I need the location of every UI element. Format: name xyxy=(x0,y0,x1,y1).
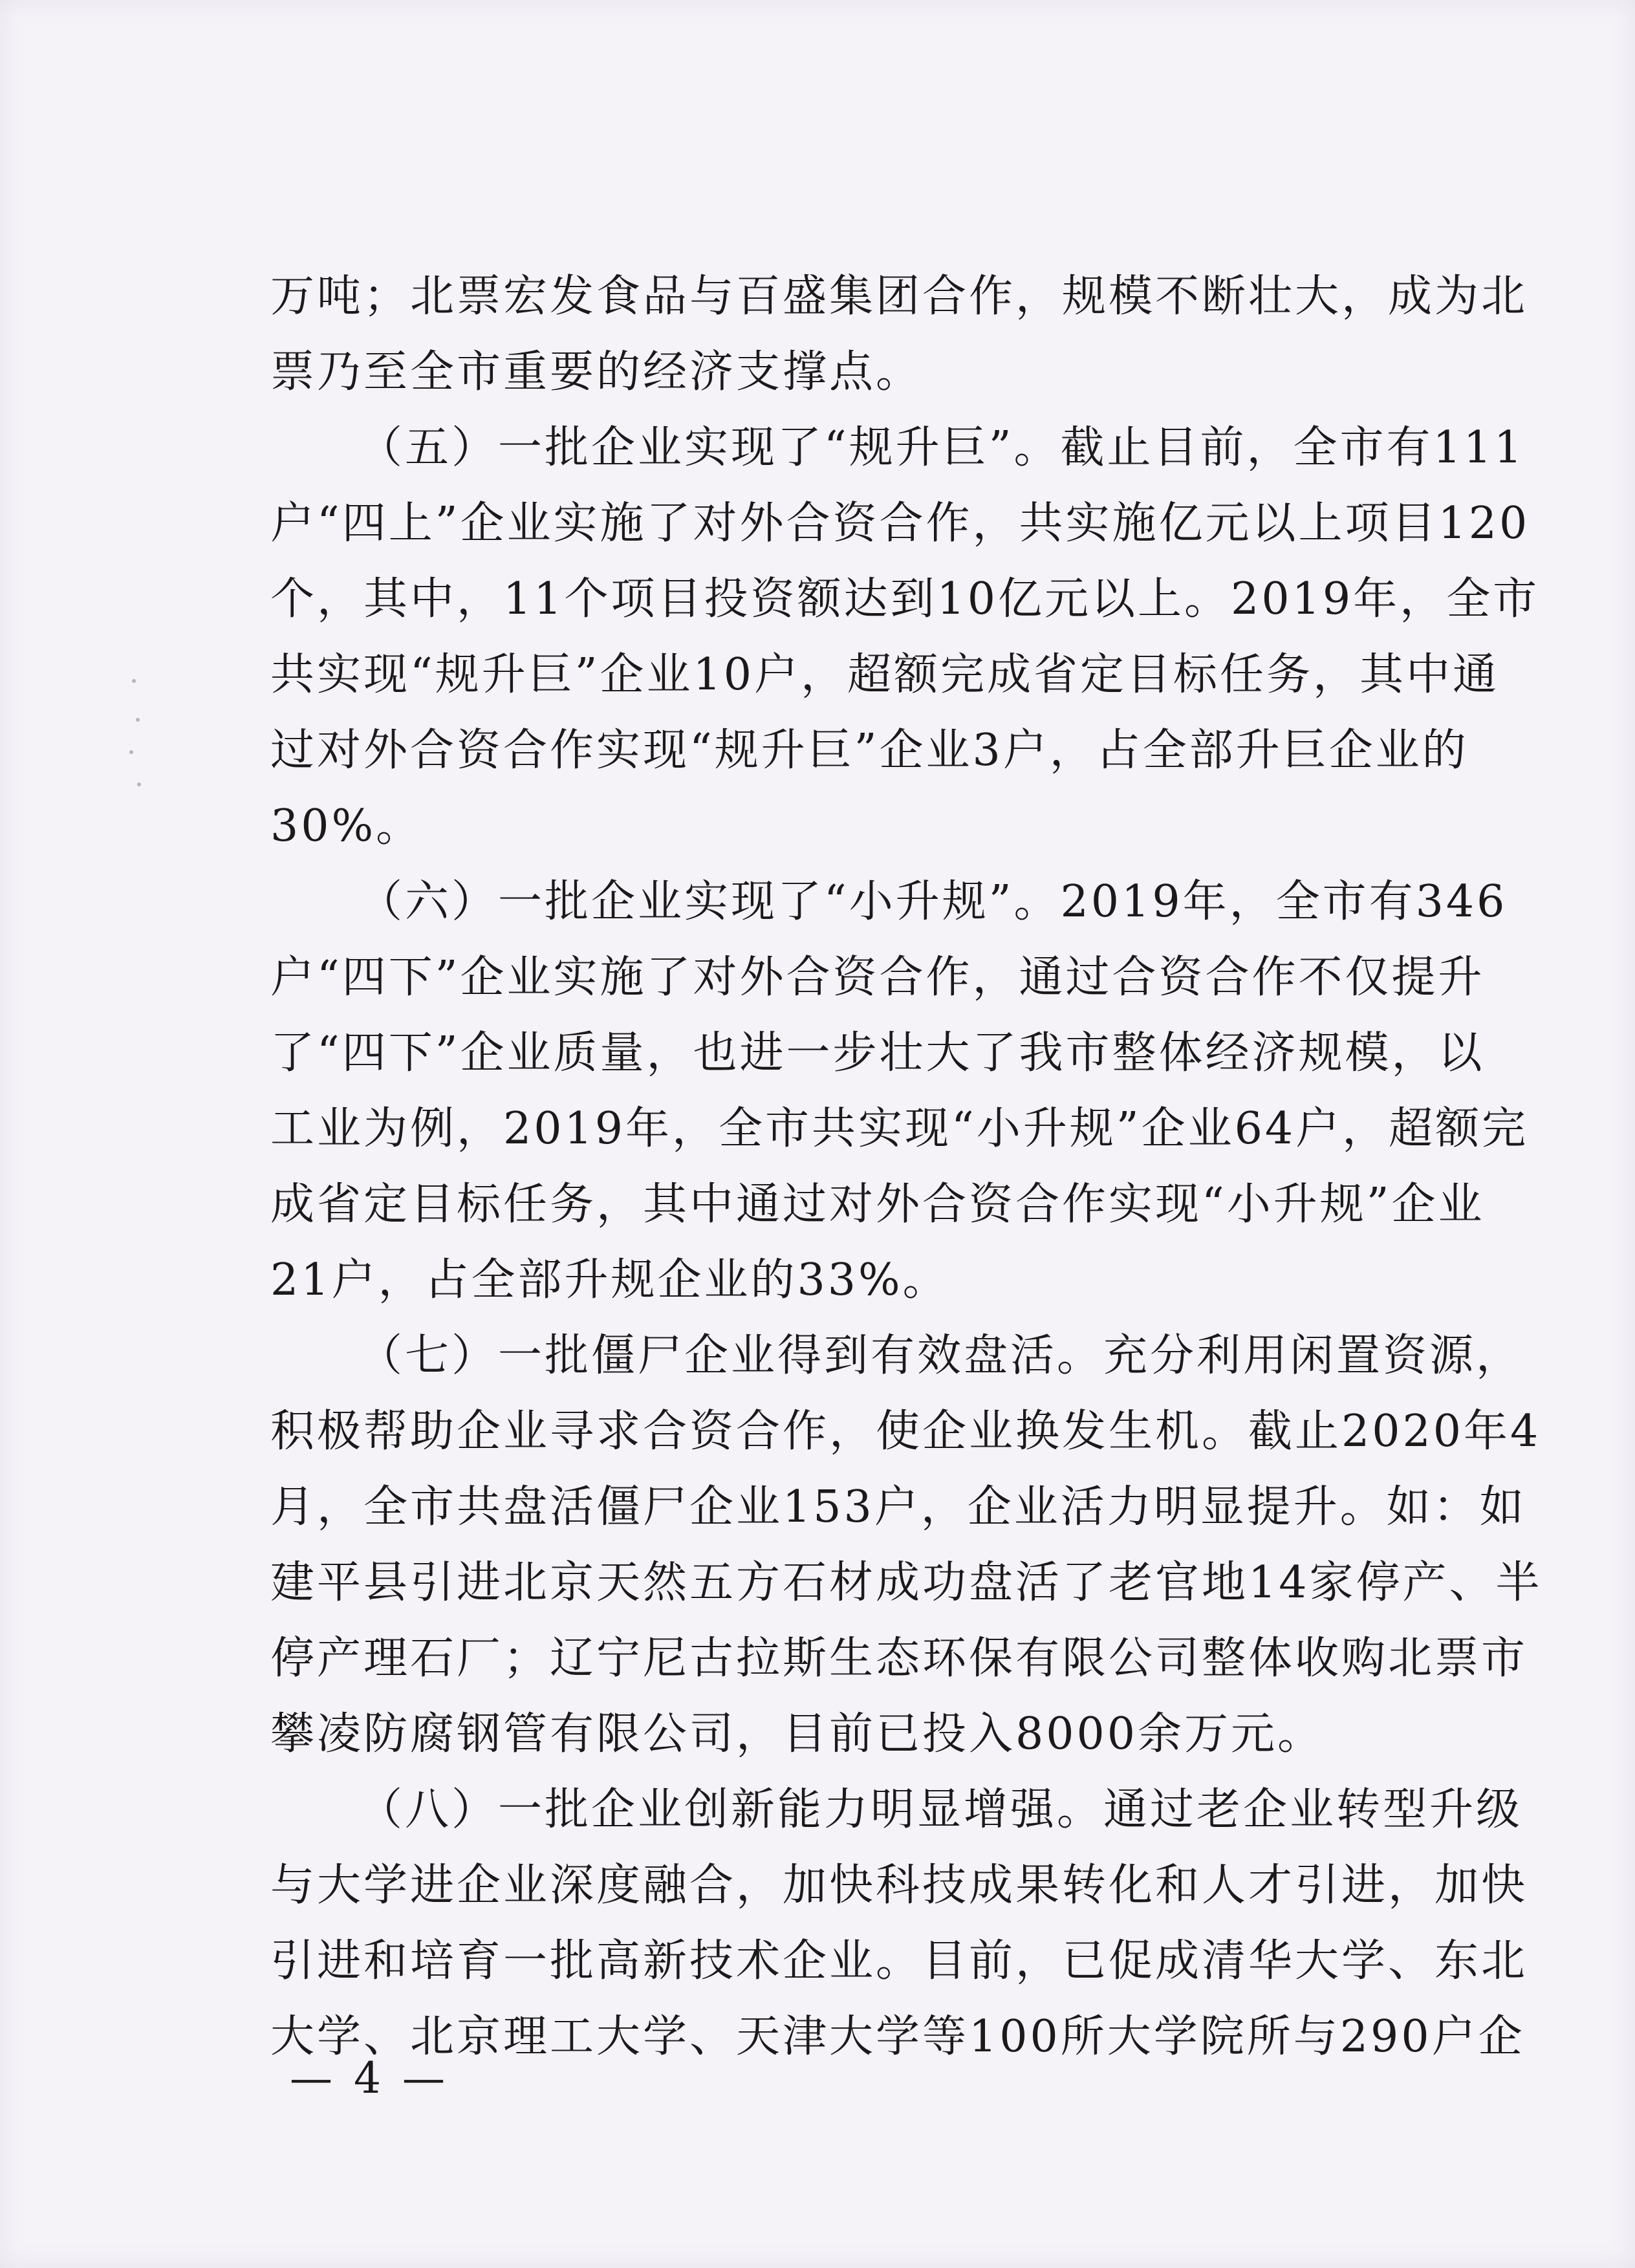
document-body xyxy=(270,259,1543,2075)
text-line: 成省定目标任务，其中通过对外合资合作实现“小升规”企业 xyxy=(270,1179,1485,1230)
scan-artifact-marks xyxy=(123,679,149,795)
page-number: — 4 — xyxy=(290,2053,449,2103)
paragraph-2 xyxy=(270,410,1540,864)
text-line: 与大学进企业深度融合，加快科技成果转化和人才引进，加快 xyxy=(270,1860,1528,1911)
paragraph-1 xyxy=(270,259,1528,410)
text-line: 票乃至全市重要的经济支撑点。 xyxy=(270,347,923,398)
text-line: （五）一批企业实现了“规升巨”。截止目前，全市有111 xyxy=(358,422,1525,473)
text-line: （八）一批企业创新能力明显增强。通过老企业转型升级 xyxy=(358,1784,1523,1835)
text-line: 建平县引进北京天然五方石材成功盘活了老官地14家停产、半 xyxy=(270,1557,1543,1608)
text-line: 21户，占全部升规企业的33%。 xyxy=(270,1255,949,1306)
text-line: 万吨；北票宏发食品与百盛集团合作，规模不断壮大，成为北 xyxy=(270,271,1528,322)
paragraph-4 xyxy=(270,1318,1543,1772)
text-line: 大学、北京理工大学、天津大学等100所大学院所与290户企 xyxy=(270,2011,1525,2062)
paragraph-5 xyxy=(270,1772,1528,2075)
text-line: 共实现“规升巨”企业10户，超额完成省定目标任务，其中通 xyxy=(270,649,1500,700)
text-line: 户“四上”企业实施了对外合资合作，共实施亿元以上项目120 xyxy=(270,498,1530,549)
text-line: 积极帮助企业寻求合资合作，使企业换发生机。截止2020年4 xyxy=(270,1406,1541,1457)
text-line: 工业为例，2019年，全市共实现“小升规”企业64户，超额完 xyxy=(270,1103,1529,1154)
text-line: 引进和培育一批高新技术企业。目前，已促成清华大学、东北 xyxy=(270,1936,1528,1987)
text-line: 了“四下”企业质量，也进一步壮大了我市整体经济规模，以 xyxy=(270,1028,1485,1079)
text-line: （六）一批企业实现了“小升规”。2019年，全市有346 xyxy=(358,876,1508,927)
text-line: 停产理石厂；辽宁尼古拉斯生态环保有限公司整体收购北票市 xyxy=(270,1633,1528,1684)
paragraph-3 xyxy=(270,864,1529,1318)
text-line: 攀凌防腐钢管有限公司，目前已投入8000余万元。 xyxy=(270,1709,1325,1760)
text-line: 个，其中，11个项目投资额达到10亿元以上。2019年，全市 xyxy=(270,574,1540,625)
text-line: 过对外合资合作实现“规升巨”企业3户，占全部升巨企业的 xyxy=(270,725,1469,776)
text-line: 户“四下”企业实施了对外合资合作，通过合资合作不仅提升 xyxy=(270,952,1485,1003)
text-line: 月，全市共盘活僵尸企业153户，企业活力明显提升。如：如 xyxy=(270,1482,1526,1533)
text-line: 30%。 xyxy=(270,801,423,852)
text-line: （七）一批僵尸企业得到有效盘活。充分利用闲置资源， xyxy=(358,1330,1523,1381)
